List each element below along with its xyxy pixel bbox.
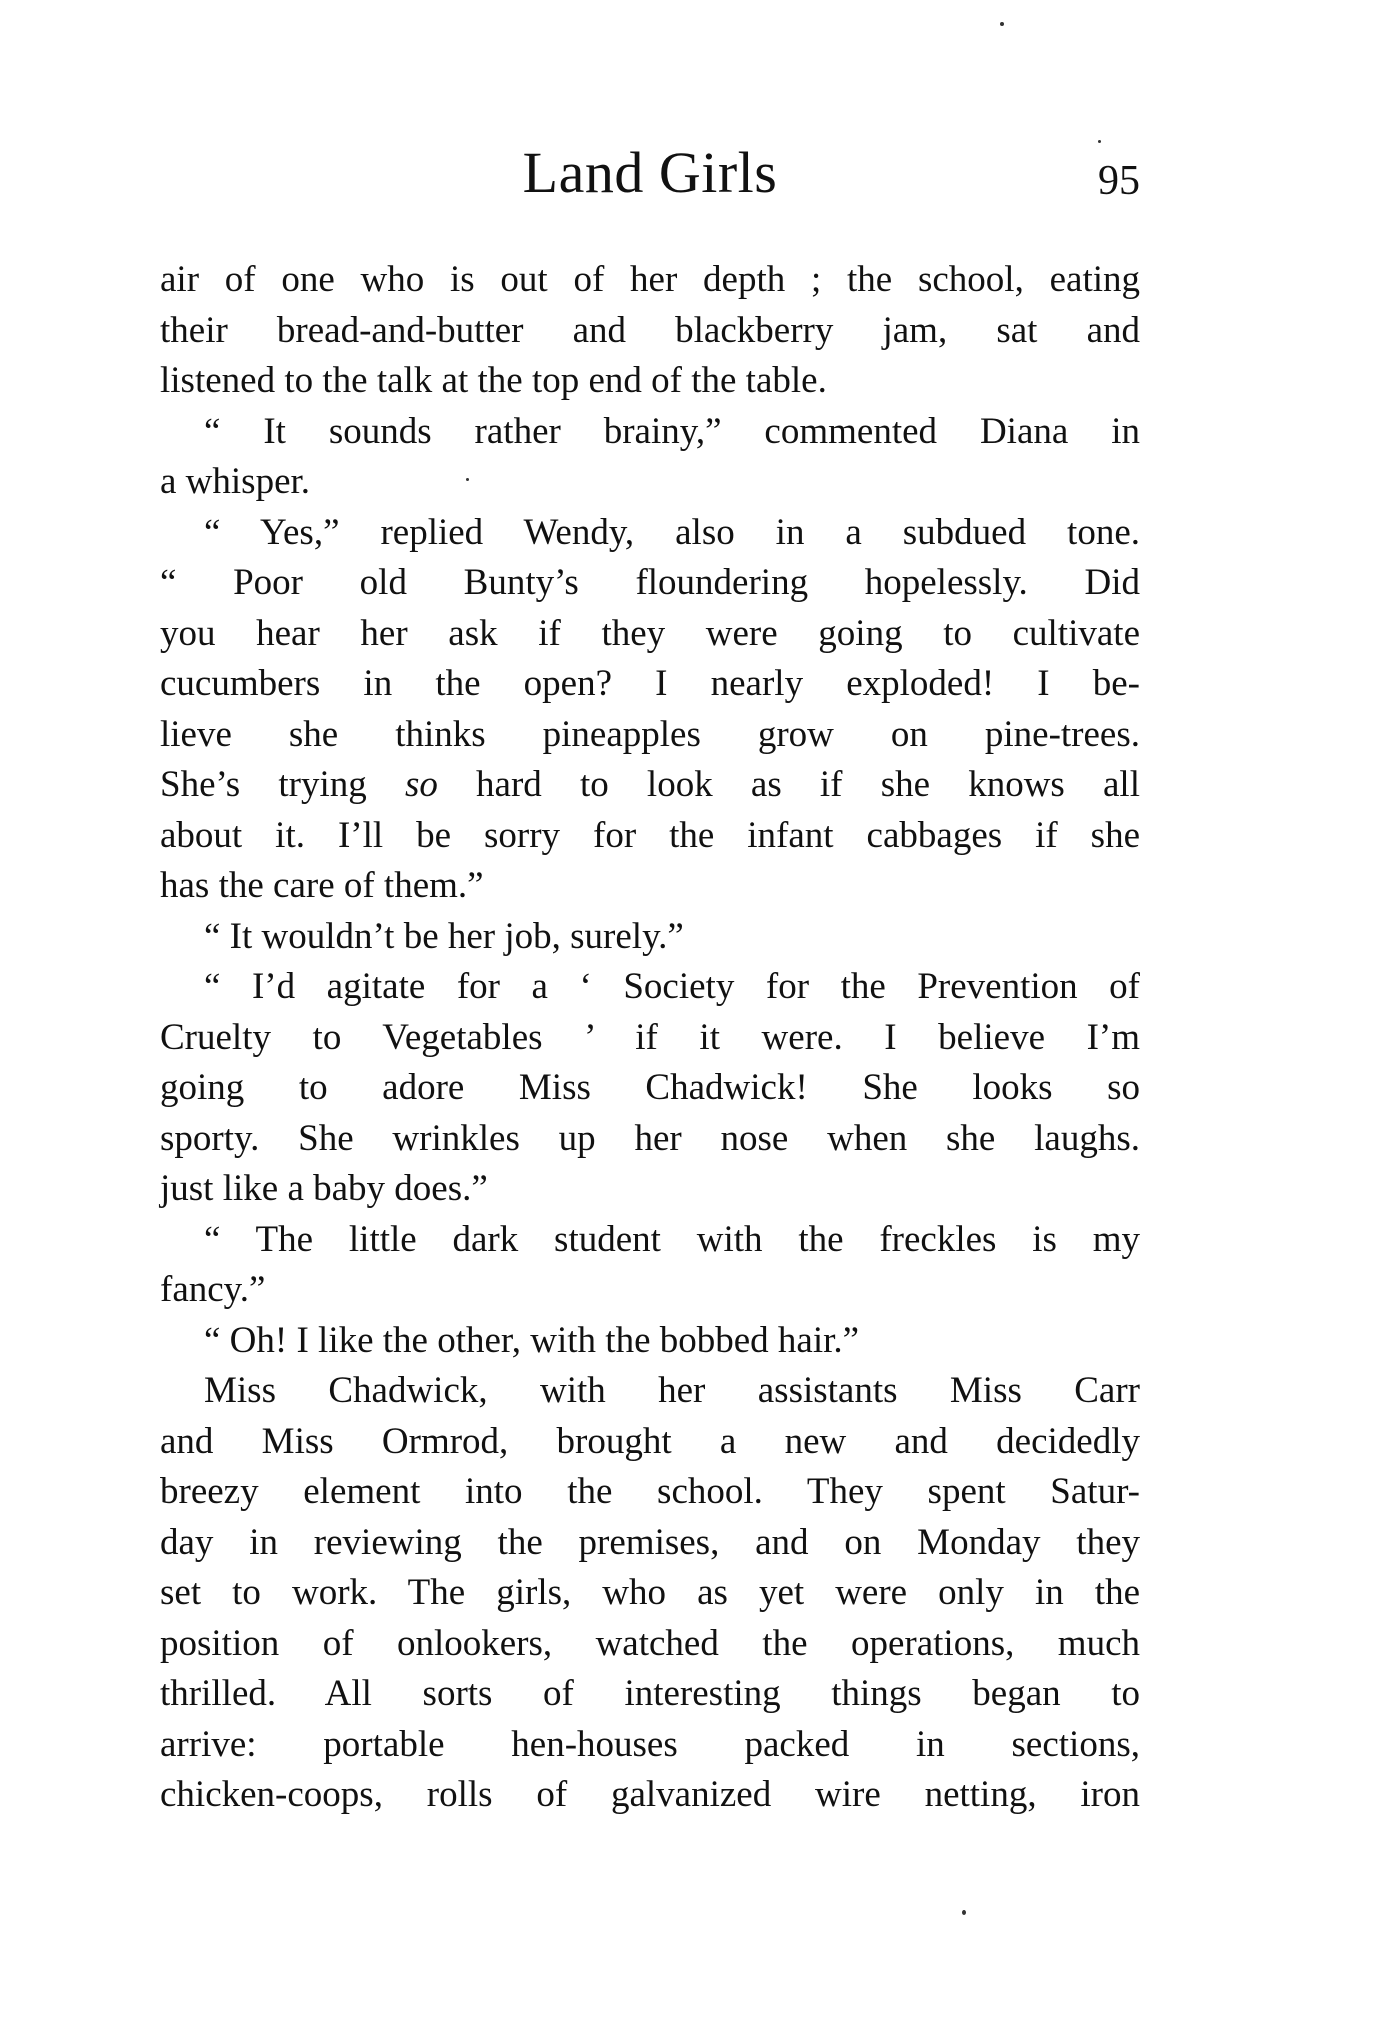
text-line: breezy element into the school. They spent Satur- bbox=[160, 1471, 1140, 1512]
text-line: listened to the talk at the top end of the table. bbox=[160, 360, 827, 401]
text-line: sporty. She wrinkles up her nose when she laughs. bbox=[160, 1117, 1140, 1159]
text-line: just like a baby does.” bbox=[160, 1168, 488, 1209]
text-line: “ It wouldn’t be her job, surely.” bbox=[204, 915, 684, 957]
text-line: “ It sounds rather brainy,” commented Diana in bbox=[204, 410, 1140, 452]
text-line: air of one who is out of her depth ; the school, eating bbox=[160, 259, 1140, 300]
emphasis: so bbox=[404, 764, 438, 805]
text-line: their bread-and-butter and blackberry jam, sat and bbox=[160, 309, 1140, 351]
scan-speck bbox=[1000, 22, 1004, 26]
page-header bbox=[160, 138, 1140, 208]
body-text bbox=[160, 255, 1140, 1821]
text-line: thrilled. All sorts of interesting things began to bbox=[160, 1673, 1140, 1714]
text-line: position of onlookers, watched the operations, much bbox=[160, 1622, 1140, 1664]
text-line: you hear her ask if they were going to cultivate bbox=[160, 612, 1140, 654]
scan-speck bbox=[466, 478, 469, 481]
text-line: about it. I’ll be sorry for the infant cabbages if she bbox=[160, 814, 1140, 856]
scan-speck bbox=[1098, 140, 1101, 143]
text-line: going to adore Miss Chadwick! She looks so bbox=[160, 1067, 1140, 1108]
text-line: cucumbers in the open? I nearly exploded! I be- bbox=[160, 663, 1140, 704]
text-line: set to work. The girls, who as yet were only in the bbox=[160, 1572, 1140, 1613]
text-line: a whisper. bbox=[160, 461, 311, 502]
text-line: fancy.” bbox=[160, 1269, 266, 1310]
scan-speck bbox=[962, 1910, 966, 1915]
text-line: lieve she thinks pineapples grow on pine-trees. bbox=[160, 713, 1140, 755]
text-line: “ Yes,” replied Wendy, also in a subdued tone. bbox=[204, 511, 1140, 553]
text-line: “ Poor old Bunty’s floundering hopelessly. Did bbox=[160, 562, 1140, 603]
text-line: “ Oh! I like the other, with the bobbed hair.” bbox=[204, 1319, 860, 1361]
page-number: 95 bbox=[1098, 158, 1140, 204]
text-line: chicken-coops, rolls of galvanized wire netting, iron bbox=[160, 1774, 1140, 1815]
text-line: “ I’d agitate for a ‘ Society for the Prevention of bbox=[204, 966, 1140, 1007]
text-line: and Miss Ormrod, brought a new and decidedly bbox=[160, 1420, 1140, 1462]
running-title: Land Girls bbox=[522, 140, 778, 205]
text-line: arrive: portable hen-houses packed in sections, bbox=[160, 1723, 1140, 1765]
text-line: “ The little dark student with the freckles is my bbox=[204, 1218, 1140, 1260]
text-line: She’s trying so hard to look as if she knows all bbox=[160, 764, 1140, 805]
text-line: has the care of them.” bbox=[160, 865, 484, 906]
text-line: day in reviewing the premises, and on Monday they bbox=[160, 1521, 1140, 1563]
text-line: Miss Chadwick, with her assistants Miss Carr bbox=[204, 1370, 1140, 1411]
text-line: Cruelty to Vegetables ’ if it were. I believe I’m bbox=[160, 1016, 1140, 1058]
